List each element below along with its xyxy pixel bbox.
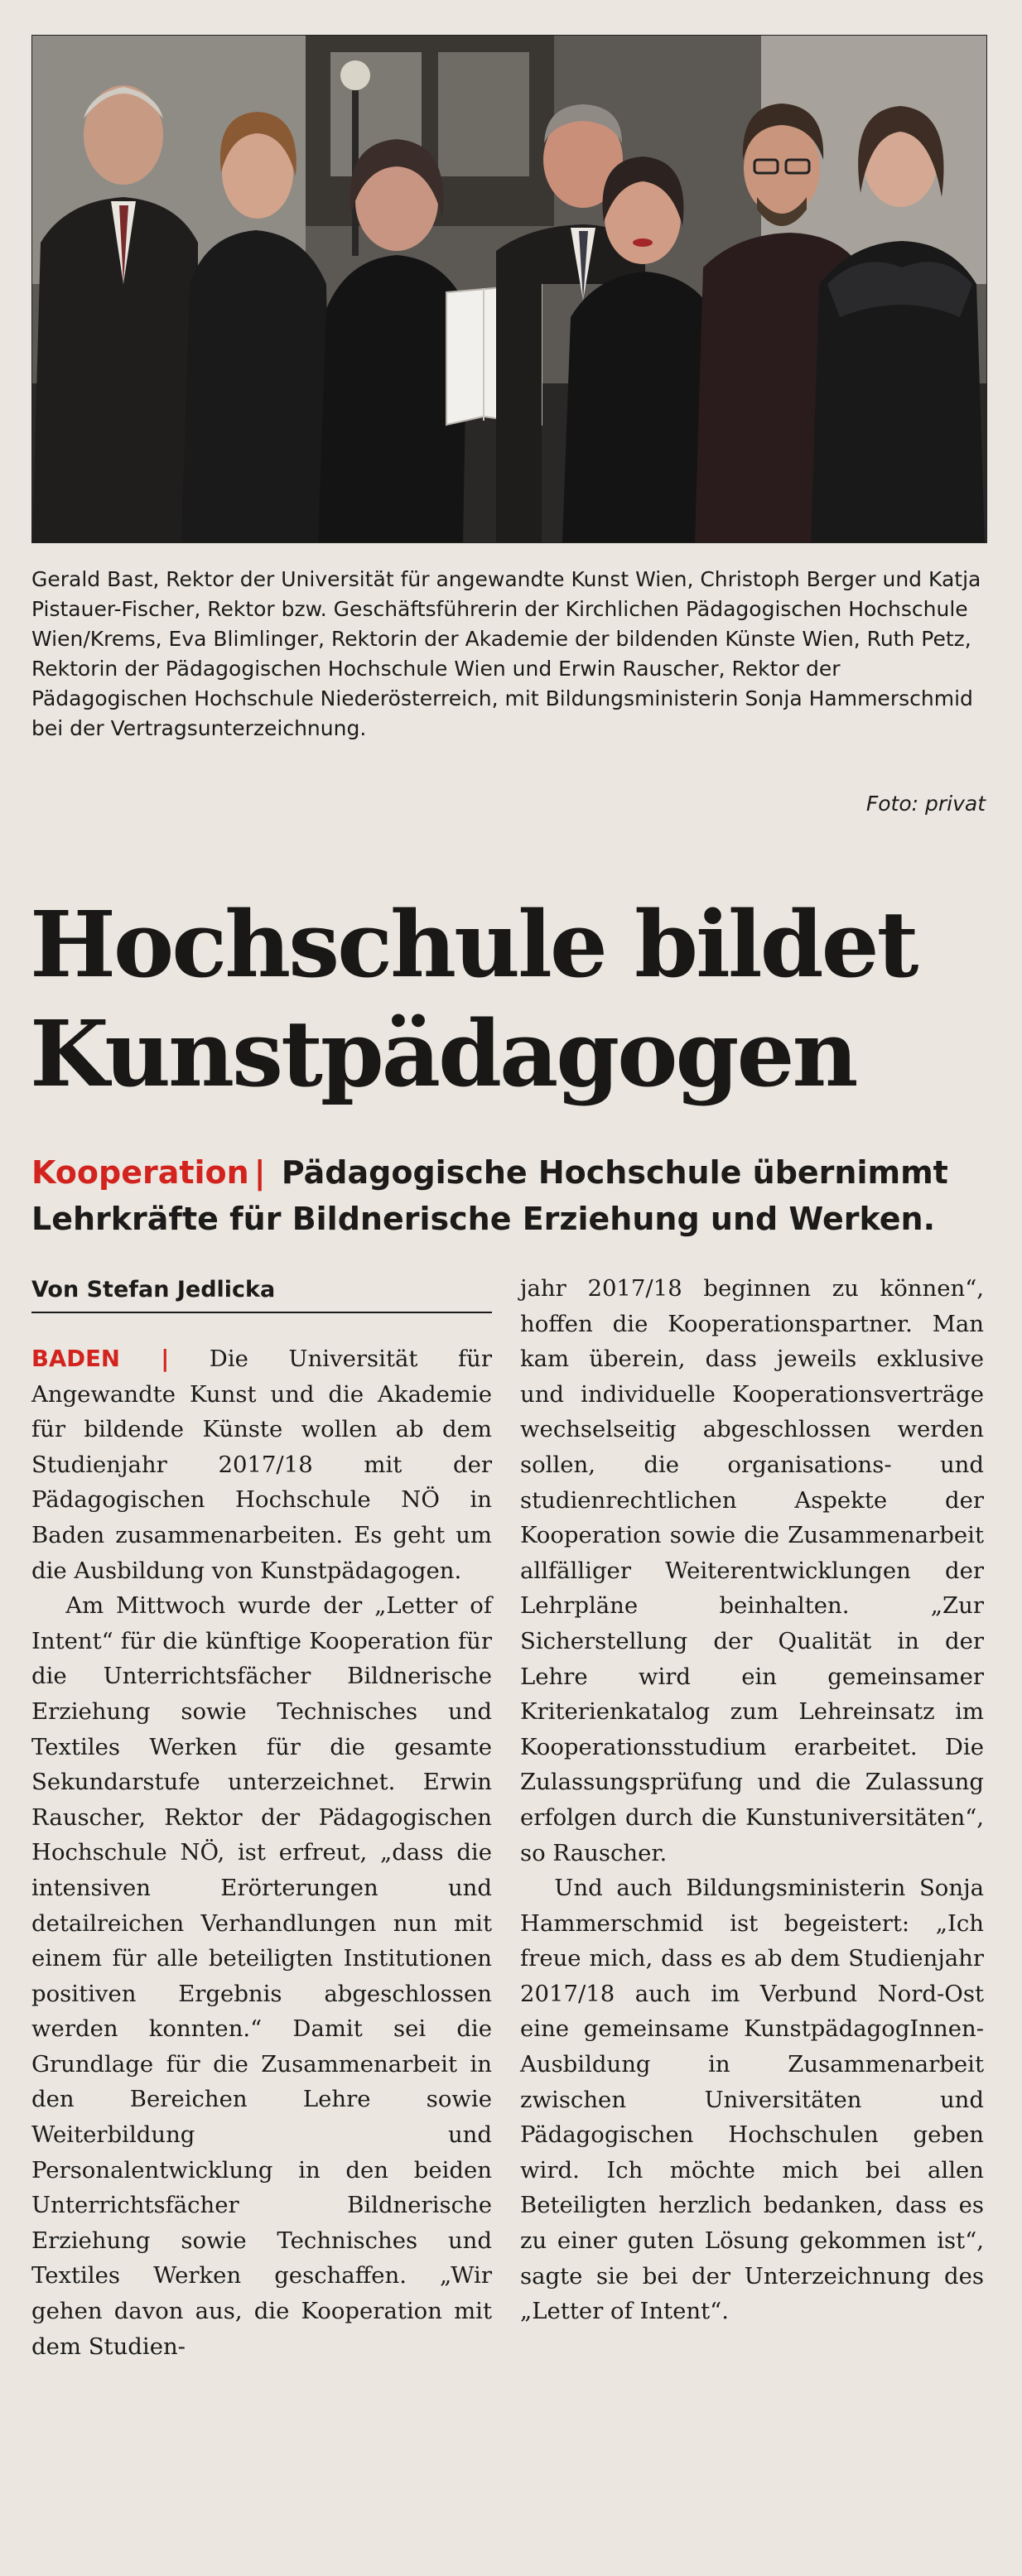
paragraph-1 (31, 1341, 492, 1588)
kicker-separator: | (253, 1154, 266, 1191)
photo-credit: Foto: privat (865, 792, 986, 816)
deck-text: Pädagogische Hochschule übernimmt Lehrkräfte für Bildnerische Erziehung und Werken. (31, 1154, 948, 1237)
subheadline (31, 1149, 992, 1242)
byline: Von Stefan Jedlicka (31, 1274, 492, 1313)
paragraph-4: Und auch Bildungsministerin Sonja Hammerschmid ist begeistert: „Ich freue mich, dass es ab dem Studienjahr 2017/18 auch im Verbund Nord-Ost eine gemeinsame KunstpädagogInnen-Ausbildung in Zusammenarbeit zwischen Universitäten und Pädagogischen Hochschulen geben wird. Ich möchte mich bei allen Beteiligten herzlich bedanken, dass es zu einer guten Lösung gekommen ist“, sagte sie bei der Unterzeichnung des „Letter of Intent“. (520, 1875, 984, 2325)
photo-caption: Gerald Bast, Rektor der Universität für angewandte Kunst Wien, Christoph Berger und Katja Pistauer-Fischer, Rektor bzw. Geschäftsführerin der Kirchlichen Pädagogischen Hochschule Wien/Krems, Eva Blimlinger, Rektorin der Akademie der bildenden Künste Wien, Ruth Petz, Rektorin der Pädagogischen Hochschule Wien und Erwin Rauscher, Rektor der Pädagogischen Hochschule Niederösterreich, mit Bildungsministerin Sonja Hammerschmid bei der Vertragsunterzeichnung. (31, 567, 981, 740)
kicker: Kooperation (31, 1154, 249, 1191)
article-column-1 (31, 1341, 492, 2364)
dateline: BADEN | (31, 1346, 170, 1372)
paragraph-3: jahr 2017/18 beginnen zu können“, hoffen die Kooperationspartner. Man kam überein, dass jeweils exklusive und individuelle Kooperationsverträge wechselseitig abgeschlossen werden sollen, die organisations- und studienrechtlichen Aspekte der Kooperation sowie die Zusammenarbeit allfälliger Weiterentwicklungen der Lehrpläne beinhalten. „Zur Sicherstellung der Qualität in der Lehre wird ein gemeinsamer Kriterienkatalog zum Lehreinsatz im Kooperationsstudium erarbeitet. Die Zulassungsprüfung und die Zulassung erfolgen durch die Kunstuniversitäten“, so Rauscher. (520, 1275, 984, 1866)
group-photo-illustration (32, 36, 986, 542)
headline: Hochschule bildet Kunstpädagogen (30, 891, 917, 1107)
article-column-2 (520, 1271, 984, 2329)
paragraph-1-text: Die Universität für Angewandte Kunst und die Akademie für bildende Künste wollen ab dem Studienjahr 2017/18 mit der Pädagogischen Hochschule NÖ in Baden zusammenarbeiten. Es geht um die Ausbildung von Kunstpädagogen. (31, 1346, 492, 1584)
article-photo (31, 35, 987, 543)
paragraph-2: Am Mittwoch wurde der „Letter of Intent“ für die künftige Kooperation für die Unterrichtsfächer Bildnerische Erziehung sowie Technisches und Textiles Werken für die gesamte Sekundarstufe unterzeichnet. Erwin Rauscher, Rektor der Pädagogischen Hochschule NÖ, ist erfreut, „dass die intensiven Erörterungen und detailreichen Verhandlungen nun mit einem für alle beteiligten Institutionen positiven Ergebnis abgeschlossen werden konnten.“ Damit sei die Grundlage für die Zusammenarbeit in den Bereichen Lehre sowie Weiterbildung und Personalentwicklung in den beiden Unterrichtsfächer Bildnerische Erziehung sowie Technisches und Textiles Werken geschaffen. „Wir gehen davon aus, die Kooperation mit dem Studien- (31, 1592, 492, 2360)
